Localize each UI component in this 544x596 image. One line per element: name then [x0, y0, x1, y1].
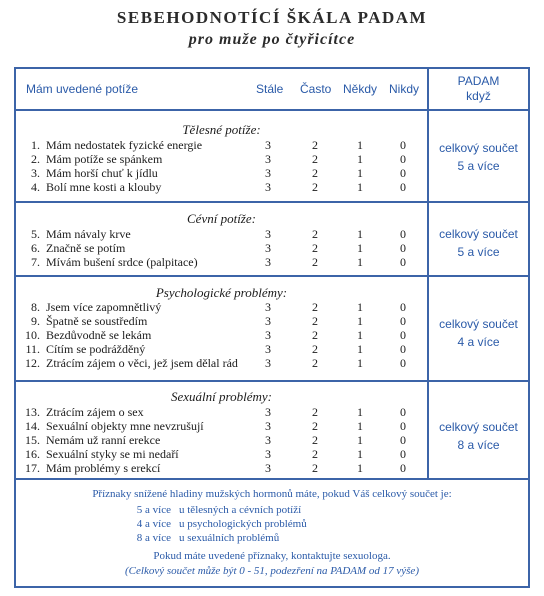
score-often: 2 — [312, 314, 318, 328]
header-sometimes: Někdy — [343, 82, 378, 96]
footer-summary — [16, 478, 528, 586]
score-sometimes: 1 — [357, 328, 363, 342]
score-never: 0 — [400, 447, 406, 461]
score-never: 0 — [400, 461, 406, 475]
table-row — [16, 228, 427, 241]
threshold-value: 4 a více — [457, 335, 500, 349]
threshold-value: 8 a více — [457, 438, 500, 452]
score-never: 0 — [400, 419, 406, 433]
row-number: 15. — [25, 433, 40, 447]
score-sometimes: 1 — [357, 180, 363, 194]
header-often: Často — [300, 82, 332, 96]
row-text: Značně se potím — [46, 241, 126, 255]
score-sometimes: 1 — [357, 419, 363, 433]
score-never: 0 — [400, 405, 406, 419]
footer-advice: Pokud máte uvedené příznaky, kontaktujte sexuologa. — [153, 550, 391, 562]
score-always: 3 — [265, 166, 271, 180]
row-number: 1. — [31, 138, 40, 152]
criteria-value: 8 a více — [136, 532, 171, 544]
score-often: 2 — [312, 300, 318, 314]
score-never: 0 — [400, 152, 406, 166]
row-text: Bezdůvodně se lekám — [46, 328, 152, 342]
row-number: 2. — [31, 152, 40, 166]
score-never: 0 — [400, 342, 406, 356]
threshold-label: celkový součet — [439, 141, 518, 155]
row-number: 9. — [31, 314, 40, 328]
score-often: 2 — [312, 461, 318, 475]
score-sometimes: 1 — [357, 447, 363, 461]
table-header — [16, 69, 528, 111]
table-row — [16, 434, 427, 447]
score-often: 2 — [312, 433, 318, 447]
section-physical-threshold — [429, 139, 528, 175]
row-number: 16. — [25, 447, 40, 461]
score-always: 3 — [265, 255, 271, 269]
score-always: 3 — [265, 180, 271, 194]
score-sometimes: 1 — [357, 314, 363, 328]
row-text: Ztrácím zájem o věci, jež jsem dělal rád — [46, 356, 238, 370]
score-always: 3 — [265, 138, 271, 152]
footer-intro: Příznaky snížené hladiny mužských hormonů máte, pokud Váš celkový součet je: — [92, 488, 452, 500]
score-often: 2 — [312, 180, 318, 194]
score-never: 0 — [400, 166, 406, 180]
criteria-desc: u psychologických problémů — [179, 518, 307, 530]
score-always: 3 — [265, 419, 271, 433]
row-text: Mívám bušení srdce (palpitace) — [46, 255, 198, 269]
header-always: Stále — [256, 82, 284, 96]
row-number: 6. — [31, 241, 40, 255]
score-never: 0 — [400, 328, 406, 342]
table-row — [16, 420, 427, 433]
score-often: 2 — [312, 255, 318, 269]
score-often: 2 — [312, 166, 318, 180]
score-always: 3 — [265, 152, 271, 166]
score-always: 3 — [265, 300, 271, 314]
table-row — [16, 181, 427, 194]
padam-scale-table — [14, 67, 530, 588]
score-never: 0 — [400, 227, 406, 241]
table-row — [16, 242, 427, 255]
section-divider — [16, 380, 528, 382]
threshold-label: celkový součet — [439, 420, 518, 434]
criteria-desc: u sexuálních problémů — [179, 532, 280, 544]
criteria-value: 4 a více — [136, 518, 171, 530]
page-subtitle: pro muže po čtyřicítce — [188, 31, 356, 48]
row-text: Cítím se podrážděný — [46, 342, 146, 356]
score-never: 0 — [400, 433, 406, 447]
row-number: 12. — [25, 356, 40, 370]
row-text: Mám nedostatek fyzické energie — [46, 138, 203, 152]
row-number: 10. — [25, 328, 40, 342]
row-text: Mám potíže se spánkem — [46, 152, 163, 166]
score-often: 2 — [312, 405, 318, 419]
score-always: 3 — [265, 328, 271, 342]
score-never: 0 — [400, 356, 406, 370]
column-divider — [427, 69, 429, 478]
score-sometimes: 1 — [357, 300, 363, 314]
score-always: 3 — [265, 405, 271, 419]
table-row — [16, 301, 427, 314]
score-often: 2 — [312, 241, 318, 255]
score-often: 2 — [312, 152, 318, 166]
section-divider — [16, 275, 528, 277]
score-never: 0 — [400, 138, 406, 152]
table-row — [16, 256, 427, 269]
criteria-desc: u tělesných a cévních potíží — [179, 504, 302, 516]
score-always: 3 — [265, 356, 271, 370]
row-text: Mám horší chuť k jídlu — [46, 166, 158, 180]
score-often: 2 — [312, 328, 318, 342]
score-sometimes: 1 — [357, 255, 363, 269]
criteria-value: 5 a více — [136, 504, 171, 516]
header-padam — [429, 74, 528, 104]
score-sometimes: 1 — [357, 166, 363, 180]
table-row — [16, 315, 427, 328]
score-always: 3 — [265, 314, 271, 328]
page-title: SEBEHODNOTÍCÍ ŠKÁLA PADAM — [116, 8, 428, 27]
score-often: 2 — [312, 356, 318, 370]
score-never: 0 — [400, 180, 406, 194]
table-row — [16, 167, 427, 180]
score-sometimes: 1 — [357, 138, 363, 152]
threshold-label: celkový součet — [439, 227, 518, 241]
section-title: Cévní potíže: — [187, 211, 256, 226]
row-number: 8. — [31, 300, 40, 314]
score-always: 3 — [265, 342, 271, 356]
score-always: 3 — [265, 433, 271, 447]
score-often: 2 — [312, 419, 318, 433]
table-row — [16, 343, 427, 356]
score-never: 0 — [400, 241, 406, 255]
score-never: 0 — [400, 314, 406, 328]
section-divider — [16, 201, 528, 203]
header-problems: Mám uvedené potíže — [26, 82, 139, 96]
score-sometimes: 1 — [357, 241, 363, 255]
score-always: 3 — [265, 447, 271, 461]
score-often: 2 — [312, 138, 318, 152]
score-sometimes: 1 — [357, 356, 363, 370]
row-number: 7. — [31, 255, 40, 269]
table-row — [16, 357, 427, 370]
row-number: 3. — [31, 166, 40, 180]
threshold-value: 5 a více — [457, 245, 500, 259]
header-never: Nikdy — [389, 82, 420, 96]
row-text: Sexuální objekty mne nevzrušují — [46, 419, 204, 433]
score-never: 0 — [400, 255, 406, 269]
row-text: Mám návaly krve — [46, 227, 131, 241]
score-never: 0 — [400, 300, 406, 314]
row-text: Nemám už ranní erekce — [46, 433, 161, 447]
section-vascular-threshold — [429, 225, 528, 261]
table-row — [16, 139, 427, 152]
section-title: Sexuální problémy: — [171, 389, 272, 404]
section-title: Tělesné potíže: — [182, 122, 261, 137]
row-number: 14. — [25, 419, 40, 433]
row-number: 13. — [25, 405, 40, 419]
score-sometimes: 1 — [357, 152, 363, 166]
row-text: Mám problémy s erekcí — [46, 461, 161, 475]
score-sometimes: 1 — [357, 227, 363, 241]
score-always: 3 — [265, 241, 271, 255]
footer-note: (Celkový součet může být 0 - 51, podezření na PADAM od 17 výše) — [125, 565, 419, 577]
row-number: 11. — [25, 342, 40, 356]
table-row — [16, 448, 427, 461]
threshold-label: celkový součet — [439, 317, 518, 331]
section-title: Psychologické problémy: — [155, 285, 288, 300]
header-padam-line1: PADAM — [457, 74, 500, 88]
header-padam-line2: když — [466, 89, 491, 103]
score-often: 2 — [312, 227, 318, 241]
threshold-value: 5 a více — [457, 159, 500, 173]
row-number: 5. — [31, 227, 40, 241]
score-sometimes: 1 — [357, 433, 363, 447]
score-sometimes: 1 — [357, 405, 363, 419]
table-row — [16, 462, 427, 475]
row-text: Sexuální styky se mi nedaří — [46, 447, 179, 461]
row-text: Bolí mne kosti a klouby — [46, 180, 162, 194]
section-sexual-threshold — [429, 418, 528, 454]
score-always: 3 — [265, 461, 271, 475]
row-text: Špatně se soustředím — [46, 314, 148, 328]
section-psychological-threshold — [429, 315, 528, 351]
row-text: Ztrácím zájem o sex — [46, 405, 144, 419]
table-row — [16, 153, 427, 166]
table-row — [16, 329, 427, 342]
row-number: 17. — [25, 461, 40, 475]
table-row — [16, 406, 427, 419]
row-number: 4. — [31, 180, 40, 194]
score-often: 2 — [312, 447, 318, 461]
row-text: Jsem více zapomnětlivý — [46, 300, 162, 314]
score-sometimes: 1 — [357, 461, 363, 475]
score-sometimes: 1 — [357, 342, 363, 356]
score-always: 3 — [265, 227, 271, 241]
score-often: 2 — [312, 342, 318, 356]
